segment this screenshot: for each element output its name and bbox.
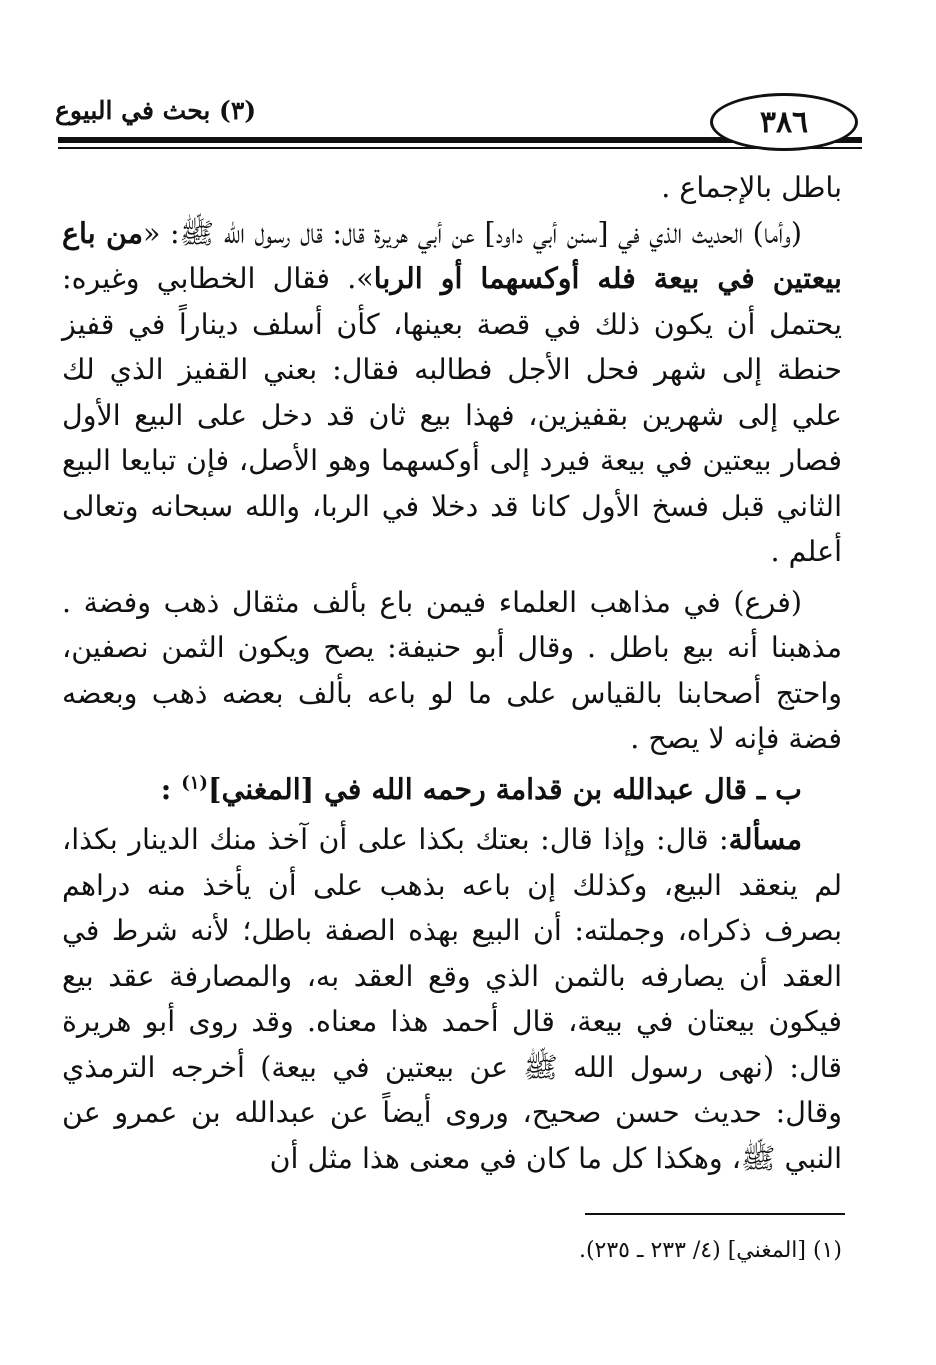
footnote-reference: (١) (181, 772, 208, 793)
paragraph-2 (62, 211, 842, 575)
footnote-rule (585, 1213, 845, 1215)
paragraph-1-text: باطل بالإجماع . (661, 171, 842, 204)
running-title: (٣) بحث في البيوع (55, 96, 257, 125)
section-heading (62, 767, 842, 813)
paragraph-4-text: : قال: وإذا قال: بعتك بكذا على أن آخذ منك الدينار بكذا، لم ينعقد البيع، وكذلك إن باعه بذهب على أن يأخذ منه دراهم بصرف ذكراه، وجملته: أن البيع بهذه الصفة باطل؛ لأنه شرط في العقد أن يصارفه بالثمن الذي وقع العقد به، والمصارفة عقد بيع فيكون بيعتان في بيعة، قال أحمد هذا معناه. وقد روى أبو هريرة قال: (نهى رسول الله ﷺ عن بيعتين في بيعة) أخرجه الترمذي وقال: حديث حسن صحيح، وروى أيضاً عن عبدالله بن عمرو عن النبي ﷺ، وهكذا كل ما كان في معنى هذا مثل أن (62, 823, 842, 1175)
page-number-text: ٣٨٦ (759, 104, 809, 140)
paragraph-2-start: (وأما) الحديث الذي في [سنن أبي داود] عن أبي هريرة قال: قال رسول الله ﷺ: « (143, 216, 802, 250)
section-heading-colon: : (160, 771, 182, 806)
paragraph-3 (62, 580, 842, 762)
paragraph-3-text: (فرع) في مذاهب العلماء فيمن باع بألف مثقال ذهب وفضة . مذهبنا أنه بيع باطل . وقال أبو حنيفة: يصح ويكون الثمن نصفين، واحتج أصحابنا بالقياس على ما لو باعه بألف بعضه ذهب وبعضه فضة فإنه لا يصح . (62, 585, 842, 755)
footnote: (١) [المغني] (٤/ ٢٣٣ ـ ٢٣٥). (578, 1238, 842, 1263)
hadith-quote: من باع بيعتين في بيعة فله أوكسهما أو الربا (62, 215, 842, 295)
paragraph-2-end: ». فقال الخطابي وغيره: يحتمل أن يكون ذلك في قصة بعينها، كأن أسلف ديناراً في قفيز حنطة إلى شهر فحل الأجل فطالبه فقال: بعني القفيز الذي لك علي إلى شهرين بقفيزين، فهذا بيع ثان قد دخل على البيع الأول فصار بيعتين في بيعة فيرد إلى أوكسهما وهو الأصل، فإن تبايعا البيع الثاني قبل فسخ الأول كانا قد دخلا في الربا، والله سبحانه وتعالى أعلم . (62, 262, 842, 568)
section-heading-text: ب ـ قال عبدالله بن قدامة رحمه الله في [المغني] (207, 771, 802, 806)
masala-label: مسألة (728, 822, 802, 856)
paragraph-4 (62, 817, 842, 1181)
header-rule-thin (58, 147, 862, 149)
paragraph-1 (62, 165, 842, 211)
main-text (62, 165, 842, 1181)
page-number (710, 93, 858, 151)
